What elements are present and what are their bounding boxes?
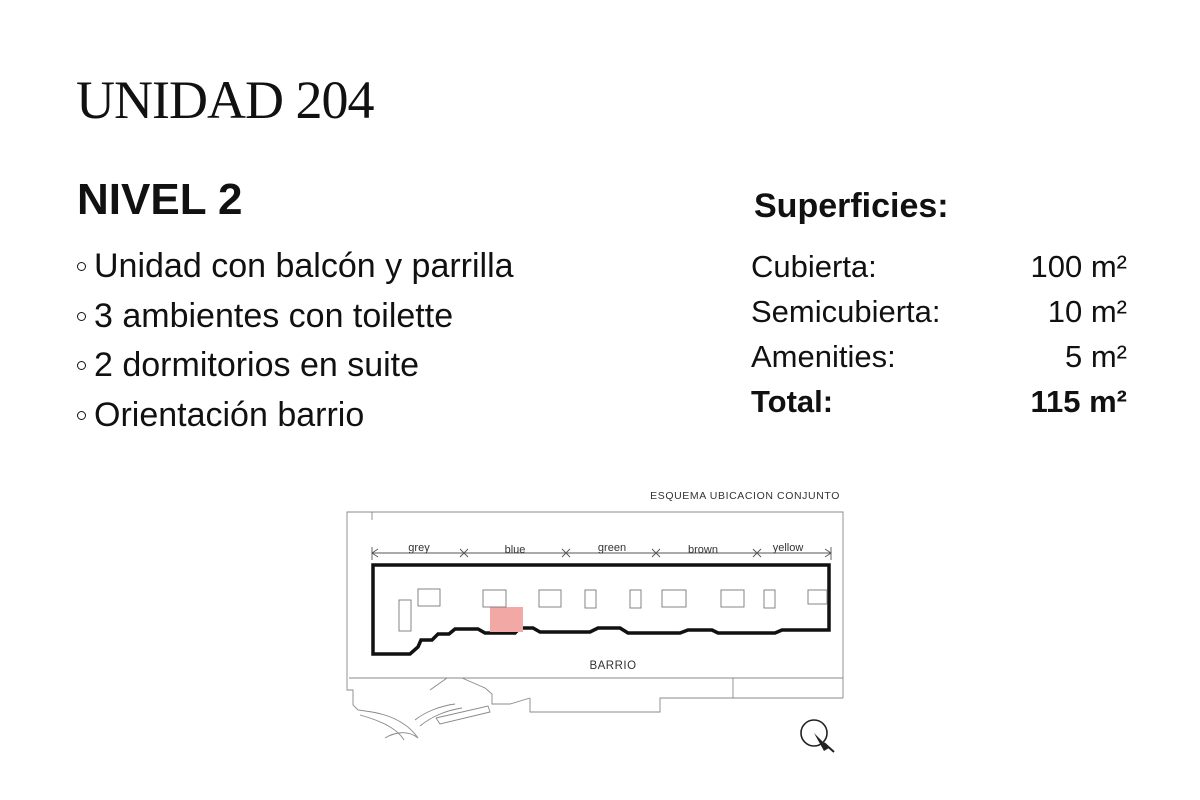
surface-value: 100 m² [1030, 249, 1127, 284]
features-list [75, 242, 514, 440]
building-outline [373, 565, 829, 654]
surfaces-table [751, 244, 1127, 424]
surface-row [751, 289, 1127, 334]
level-heading: NIVEL 2 [77, 175, 243, 224]
bullet-icon [77, 361, 86, 370]
surface-row [751, 334, 1127, 379]
street-label: BARRIO [589, 660, 637, 672]
feature-text: Orientación barrio [94, 395, 365, 434]
surface-total-label: Total: [751, 384, 834, 419]
interior-modules [399, 589, 827, 631]
feature-text: 3 ambientes con toilette [94, 296, 454, 335]
surface-label: Semicubierta: [751, 294, 941, 329]
surface-row [751, 244, 1127, 289]
feature-item [75, 341, 514, 391]
surface-value: 5 m² [1065, 339, 1127, 374]
section-label-blue: blue [504, 544, 526, 556]
surface-value: 10 m² [1047, 294, 1127, 329]
feature-text: Unidad con balcón y parrilla [94, 247, 514, 285]
bullet-icon [77, 411, 86, 420]
surface-label: Cubierta: [751, 249, 877, 284]
surface-total-row [751, 379, 1127, 424]
section-label-grey: grey [408, 542, 430, 554]
feature-item [75, 242, 514, 292]
feature-item [75, 391, 514, 441]
section-label-green: green [597, 542, 627, 554]
feature-text: 2 dormitorios en suite [94, 346, 420, 384]
feature-item [75, 292, 514, 342]
site-plan [340, 482, 860, 762]
surface-total-value: 115 m² [1030, 384, 1127, 419]
bullet-icon [77, 312, 86, 321]
surface-label: Amenities: [751, 339, 896, 374]
bullet-icon [77, 262, 86, 271]
north-compass-icon [801, 720, 834, 752]
unit-title: UNIDAD 204 [76, 70, 374, 130]
unit-highlight [490, 607, 523, 632]
surfaces-heading: Superficies: [754, 187, 949, 225]
site-plan-caption: ESQUEMA UBICACION CONJUNTO [650, 490, 840, 502]
section-label-yellow: yellow [772, 542, 804, 554]
section-label-brown: brown [688, 544, 718, 556]
